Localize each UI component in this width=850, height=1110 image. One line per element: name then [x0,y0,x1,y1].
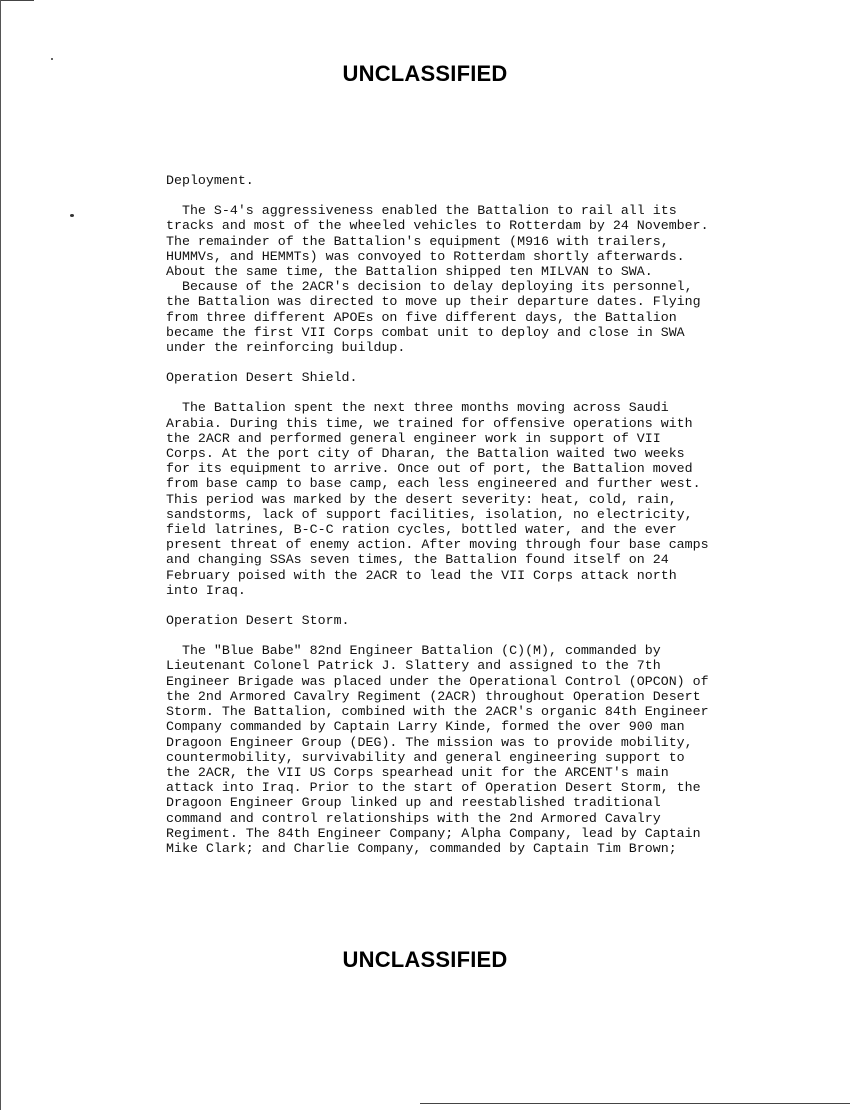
text-line: Dragoon Engineer Group linked up and reestablished traditional [166,795,661,811]
text-line: the Battalion was directed to move up their departure dates. Flying [166,294,701,310]
classification-header: UNCLASSIFIED [342,61,508,86]
scan-edge-left [0,0,1,1110]
scan-speck [51,58,53,60]
text-line: February poised with the 2ACR to lead the VII Corps attack north [166,567,677,583]
text-line: The remainder of the Battalion's equipment (M916 with trailers, [166,233,669,249]
text-line: Corps. At the port city of Dharan, the Battalion waited two weeks [166,446,685,462]
text-line: Engineer Brigade was placed under the Operational Control (OPCON) of [166,673,709,689]
text-line: tracks and most of the wheeled vehicles to Rotterdam by 24 November. [166,218,709,234]
text-line: and changing SSAs seven times, the Battalion found itself on 24 [166,552,669,568]
section-heading: Operation Desert Shield. [166,370,358,386]
text-line: This period was marked by the desert severity: heat, cold, rain, [166,491,677,507]
text-line: sandstorms, lack of support facilities, isolation, no electricity, [166,506,693,522]
text-line: Storm. The Battalion, combined with the 2ACR's organic 84th Engineer [166,704,709,720]
scan-edge-bottom [420,1103,850,1104]
section-deployment [166,173,806,355]
text-line: from three different APOEs on five different days, the Battalion [166,309,677,325]
text-line: the 2ACR and performed general engineer work in support of VII [166,430,661,446]
text-line: present threat of enemy action. After moving through four base camps [166,537,709,553]
scan-speck [70,214,74,217]
text-line: The "Blue Babe" 82nd Engineer Battalion (C)(M), commanded by [166,643,661,659]
text-line: became the first VII Corps combat unit to deploy and close in SWA [166,324,685,340]
text-line: into Iraq. [166,582,246,598]
section-desert-shield [166,370,806,598]
text-line: for its equipment to arrive. Once out of port, the Battalion moved [166,461,693,477]
text-line: The S-4's aggressiveness enabled the Battalion to rail all its [166,203,677,219]
text-line: countermobility, survivability and general engineering support to [166,749,685,765]
text-line: Regiment. The 84th Engineer Company; Alpha Company, lead by Captain [166,825,701,841]
text-line: Mike Clark; and Charlie Company, commanded by Captain Tim Brown; [166,840,677,856]
section-heading: Deployment. [166,173,254,188]
text-line: Dragoon Engineer Group (DEG). The mission was to provide mobility, [166,734,693,750]
text-line: the 2nd Armored Cavalry Regiment (2ACR) throughout Operation Desert [166,688,701,704]
section-desert-storm [166,613,806,856]
text-line: Because of the 2ACR's decision to delay deploying its personnel, [166,279,693,295]
text-line: HUMMVs, and HEMMTs) was convoyed to Rotterdam shortly afterwards. [166,248,685,264]
text-line: attack into Iraq. Prior to the start of Operation Desert Storm, the [166,780,701,796]
paragraph [166,400,806,598]
document-body [166,173,806,871]
text-line: Lieutenant Colonel Patrick J. Slattery and assigned to the 7th [166,658,661,674]
text-line: command and control relationships with the 2nd Armored Cavalry [166,810,661,826]
text-line: Arabia. During this time, we trained for offensive operations with [166,415,693,431]
text-line: from base camp to base camp, each less engineered and further west. [166,476,701,492]
classification-footer: UNCLASSIFIED [342,947,508,972]
section-heading: Operation Desert Storm. [166,613,350,629]
text-line: About the same time, the Battalion shipped ten MILVAN to SWA. [166,264,653,280]
text-line: The Battalion spent the next three months moving across Saudi [166,400,669,416]
paragraph [166,203,806,355]
paragraph [166,643,806,856]
text-line: Company commanded by Captain Larry Kinde, formed the over 900 man [166,719,685,735]
text-line: field latrines, B-C-C ration cycles, bottled water, and the ever [166,522,677,538]
scan-edge-top [0,0,34,1]
text-line: the 2ACR, the VII US Corps spearhead unit for the ARCENT's main [166,764,669,780]
text-line: under the reinforcing buildup. [166,340,406,356]
